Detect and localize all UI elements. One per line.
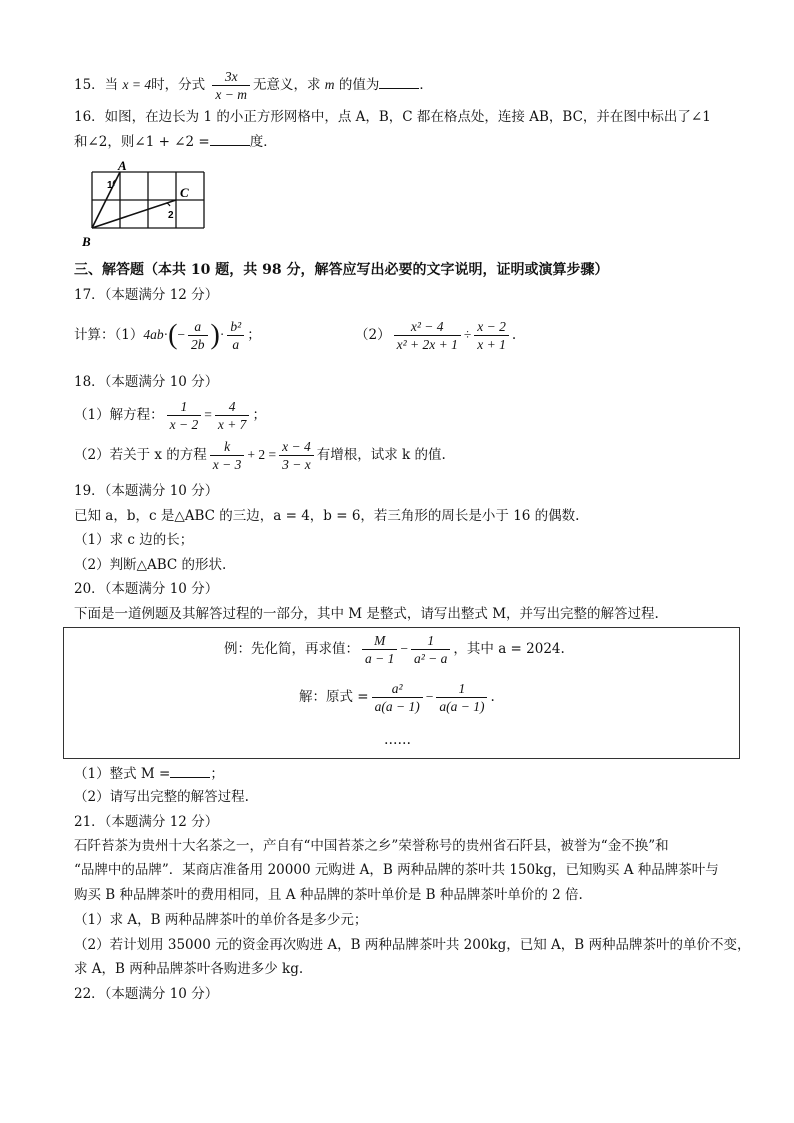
question-21-line2: “品牌中的品牌”．某商店准备用 20000 元购进 A，B 两种品牌的茶叶共 150kg，已知购买 A 种品牌茶叶与 xyxy=(74,862,719,878)
question-21-part1: （1）求 A，B 两种品牌茶叶的单价各是多少元； xyxy=(74,912,368,928)
question-16-line2: 和∠2，则∠1 + ∠2 = 度． xyxy=(74,131,277,152)
question-20-body: 下面是一道例题及其解答过程的一部分，其中 M 是整式，请写出整式 M，并写出完整的解答过程. xyxy=(74,606,659,622)
question-19-part1: （1）求 c 边的长； xyxy=(74,532,194,548)
answer-blank xyxy=(210,131,250,146)
question-17-body: 计算：（1）4ab·(− $\frac{a}{2b}$ )· $\frac{\text{b²}}{a}$ ； xyxy=(74,319,261,352)
question-19-body: 已知 a，b，c 是△ABC 的三边，a = 4，b = 6，若三角形的周长是小于 16 的偶数. xyxy=(74,508,580,524)
question-21-line1: 石阡苔茶为贵州十大名茶之一，产自有“中国苔茶之乡”荣誉称号的贵州省石阡县，被誉为“金不换”和 xyxy=(74,838,669,854)
svg-text:A: A xyxy=(118,160,127,173)
question-21-line3: 购买 B 种品牌茶叶的费用相同，且 A 种品牌的茶叶单价是 B 种品牌茶叶单价的 2 倍. xyxy=(74,887,583,903)
fraction: $\frac{3x}{x - m}$ xyxy=(212,68,250,103)
question-21-part2a: （2）若计划用 35000 元的资金再次购进 A，B 两种品牌茶叶共 200kg，已知 A，B 两种品牌茶叶的单价不变， xyxy=(74,937,751,953)
svg-text:2: 2 xyxy=(168,210,174,221)
grid-figure xyxy=(82,160,212,252)
question-16-line1: 16．如图，在边长为 1 的小正方形网格中，点 A，B，C 都在格点处，连接 AB，BC，并在图中标出了∠1 xyxy=(74,109,711,125)
example-problem: 例：先化简，再求值： $\frac{M}{a - 1}$ − $\frac{1}{\text{a² − a}}$ ，其中 a = 2024. xyxy=(224,633,565,666)
question-18-header: 18．（本题满分 10 分） xyxy=(74,374,219,390)
question-20-part2: （2）请写出完整的解答过程. xyxy=(74,789,249,805)
example-solution: 解：原式 = $\frac{\text{a²}}{a(a - 1)}$ − $\frac{1}{a(a - 1)}$ . xyxy=(299,681,495,714)
question-15: 15．当 x = 4时，分式 $\frac{3x}{x - m}$ 无意义，求 m 的值为 ． xyxy=(74,69,433,102)
question-21-part2b: 求 A，B 两种品牌茶叶各购进多少 kg. xyxy=(74,961,304,977)
question-21-header: 21．（本题满分 12 分） xyxy=(74,814,219,830)
question-20-part1: （1）整式 M = ； xyxy=(74,763,224,784)
example-box xyxy=(63,627,740,759)
answer-blank xyxy=(170,763,210,778)
question-19-header: 19．（本题满分 10 分） xyxy=(74,483,219,499)
svg-text:1: 1 xyxy=(107,180,113,191)
question-19-part2: （2）判断△ABC 的形状. xyxy=(74,557,227,573)
question-17-part2: （2） $\frac{\text{x² − 4}}{\text{x² + 2x + 1}}$ ÷ $\frac{x - 2}{x + 1}$ . xyxy=(355,319,517,352)
question-22-header: 22．（本题满分 10 分） xyxy=(74,986,219,1002)
section-title: 三、解答题（本共 10 题，共 98 分，解答应写出必要的文字说明，证明或演算步骤） xyxy=(74,262,609,278)
question-18-part2: （2）若关于 x 的方程 $\frac{k}{x - 3}$ + 2 = $\frac{x - 4}{3 - x}$ 有增根，试求 k 的值. xyxy=(74,439,446,472)
question-20-header: 20．（本题满分 10 分） xyxy=(74,581,219,597)
question-18-part1: （1）解方程： $\frac{1}{x - 2}$ = $\frac{4}{x + 7}$ ； xyxy=(74,399,266,432)
svg-text:B: B xyxy=(82,234,91,249)
question-17-header: 17．（本题满分 12 分） xyxy=(74,287,219,303)
svg-text:C: C xyxy=(180,185,189,200)
ellipsis: …… xyxy=(384,732,411,748)
answer-blank xyxy=(379,74,419,89)
